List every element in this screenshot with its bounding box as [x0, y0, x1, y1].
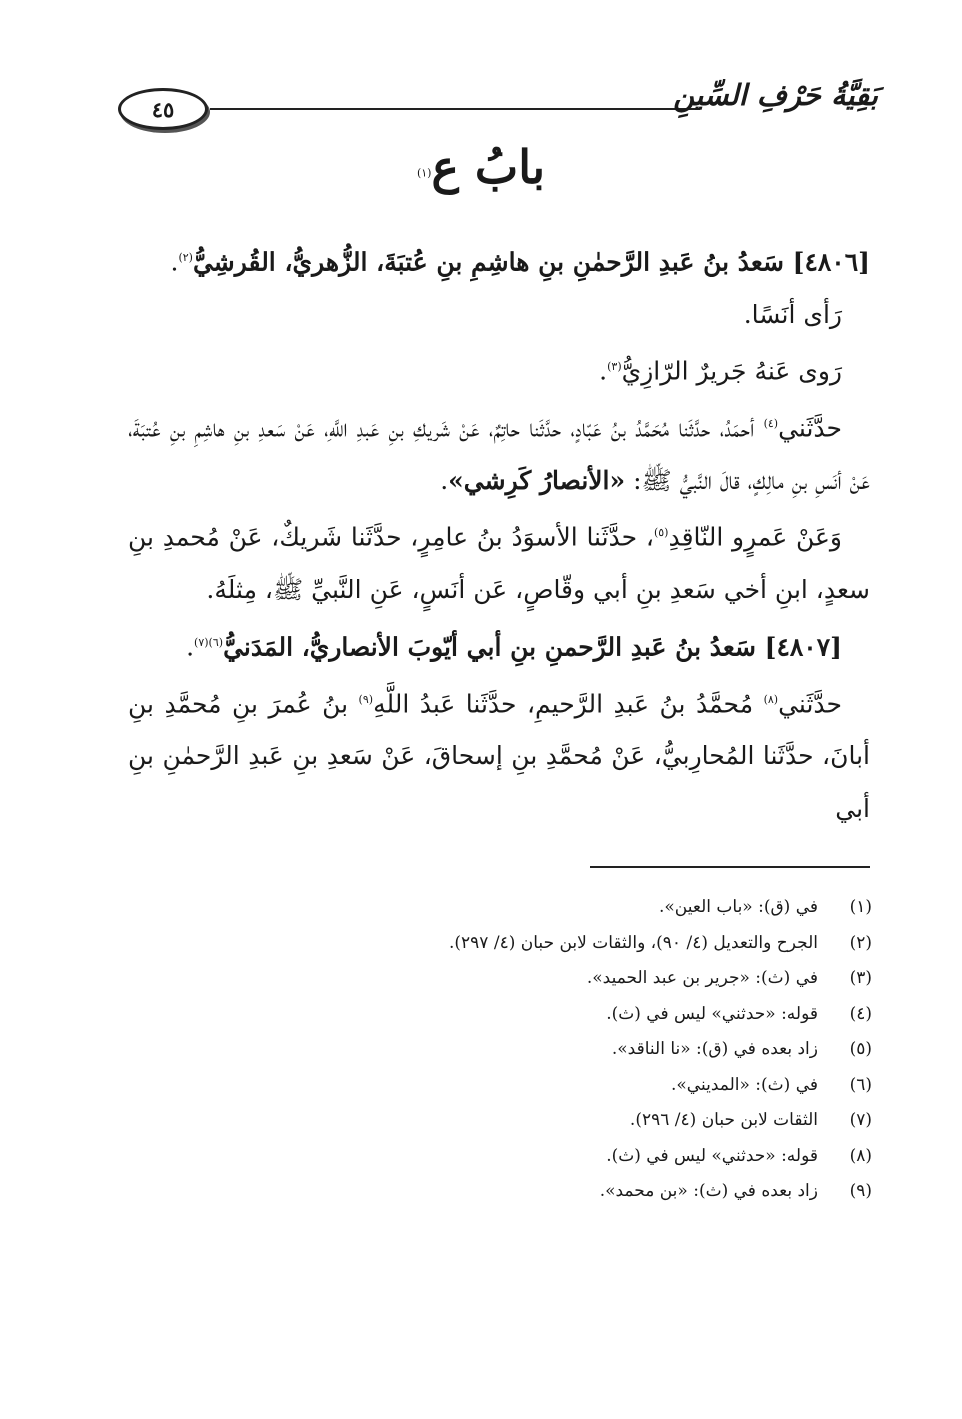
- paragraph-text: مُحمَّدُ بنُ عَبدِ الرَّحيمِ، حدَّثَنا عَبدُ اللَّهِ: [373, 688, 754, 718]
- entry-heading: [128, 232, 870, 289]
- footnote-item: [128, 1174, 872, 1210]
- footnote-number: (١): [849, 897, 872, 917]
- punctuation: .: [440, 465, 449, 495]
- footnote-item: [128, 1068, 872, 1104]
- punctuation: .: [599, 356, 608, 386]
- footnote-number: (٦): [849, 1074, 872, 1095]
- footnote-ref: (٩): [358, 692, 374, 706]
- footnote-number: (٣): [849, 968, 872, 988]
- hadith-quote: «الأنصارُ كَرِشي»: [448, 465, 626, 495]
- chapter-title: بابُ ع: [431, 140, 546, 194]
- footnote-text: زاد بعده في (ق): «نا الناقد».: [611, 1039, 818, 1059]
- entry-title: [٤٨٠٦] سَعدُ بنُ عَبدِ الرَّحمٰنِ بنِ هاشِمِ بنِ عُتبَةَ، الزُّهريُّ، القُرشِيُّ: [192, 247, 870, 277]
- footnote-text: في (ق): «باب العين».: [659, 897, 818, 917]
- hadith-paragraph: [128, 674, 870, 836]
- footnote-item: [128, 926, 872, 962]
- footnote-ref: (١): [416, 166, 432, 180]
- paragraph-text: ، حدَّثَنا الأسوَدُ بنُ عامِرٍ، حدَّثَنا شَريكٌ، عَنْ مُحمدِ بنِ سعدٍ، ابنِ أخي سَعدِ بنِ أبي وقّاصٍ، عَن أنَسٍ، عَنِ النَّبيِّ ﷺ، مِثلَهُ.: [128, 522, 870, 605]
- footnote-ref: (٢): [178, 251, 193, 264]
- footnote-item: [128, 1032, 872, 1068]
- footnote-text: في (ث): «المديني».: [671, 1074, 818, 1095]
- footnote-number: (٧): [849, 1110, 872, 1130]
- paragraph-text: رَأى أنَسًا.: [743, 299, 842, 329]
- footnote-number: (٢): [849, 932, 872, 953]
- paragraph: [128, 341, 870, 398]
- footnote-text: الثقات لابن حبان (٤/ ٢٩٦).: [629, 1110, 818, 1130]
- footnote-number: (٥): [849, 1039, 872, 1059]
- entry-heading: [128, 617, 870, 674]
- page-number-badge: [118, 88, 208, 130]
- paragraph-text: وَعَنْ عَمرٍو النّاقِدِ: [668, 522, 842, 552]
- footnote-text: قوله: «حدثني» ليس في (ث).: [606, 1003, 818, 1024]
- footnote-number: (٩): [849, 1181, 872, 1201]
- paragraph-text: بنُ عُمرَ بنِ مُحمَّدِ بنِ أبانَ، حدَّثَنا المُحارِبيُّ، عَنْ مُحمَّدِ بنِ إسحاقَ، عَنْ سَعدِ بنِ عَبدِ الرَّحمٰنِ بنِ أبي: [128, 688, 870, 823]
- chapter-heading: [0, 140, 962, 194]
- footnote-number: (٨): [849, 1145, 872, 1166]
- footnotes-list: [128, 890, 872, 1210]
- footnote-text: قوله: «حدثني» ليس في (ث).: [606, 1145, 818, 1166]
- hadith-paragraph: [128, 398, 870, 507]
- entry-title: [٤٨٠٧] سَعدُ بنُ عَبدِ الرَّحمنِ بنِ أبي أيّوبَ الأنصاريُّ، المَدَنيُّ: [223, 632, 842, 662]
- footnote-text: زاد بعده في (ث): «بن محمد».: [599, 1181, 818, 1201]
- footnote-ref: (٥): [653, 526, 669, 540]
- footnote-item: [128, 1103, 872, 1139]
- footnote-item: [128, 997, 872, 1033]
- punctuation: .: [170, 247, 179, 277]
- footnote-ref: (٤): [763, 417, 779, 431]
- footnote-divider: [590, 866, 870, 868]
- footnote-ref: (٦)(٧): [194, 635, 224, 649]
- running-head: بَقِيَّةُ حَرْفِ السِّينِ: [673, 78, 878, 112]
- main-text: [128, 232, 870, 835]
- paragraph-text: أحمَدُ، حدَّثَنا مُحَمَّدُ بنُ عَبّادٍ، حدَّثَنا حاتِمٌ، عَنْ شَريكِ بنِ عَبدِ اللَّهِ، عَنْ سَعدِ بنِ هاشِمِ بنِ عُتبَةَ، عَنْ أنَسِ بنِ مالِكٍ، قالَ النَّبيُّ ﷺ:: [128, 413, 870, 495]
- punctuation: .: [186, 632, 195, 662]
- footnote-item: [128, 890, 872, 926]
- paragraph-text: حدَّثَني: [778, 688, 842, 718]
- footnote-number: (٤): [849, 1003, 872, 1024]
- footnote-ref: (٨): [763, 692, 779, 706]
- paragraph-text: رَوى عَنهُ جَريرٌ الرّازِيُّ: [621, 356, 842, 386]
- footnote-item: [128, 961, 872, 997]
- page-number: ٤٥: [151, 96, 175, 122]
- footnote-item: [128, 1139, 872, 1175]
- footnote-ref: (٣): [607, 360, 622, 374]
- footnote-text: في (ث): «جرير بن عبد الحميد».: [586, 968, 818, 988]
- paragraph: [128, 289, 870, 342]
- paragraph-text: حدَّثَني: [778, 413, 842, 443]
- hadith-paragraph: [128, 507, 870, 616]
- header-divider: [210, 108, 700, 110]
- page-header: [118, 78, 878, 136]
- footnote-text: الجرح والتعديل (٤/ ٩٠)، والثقات لابن حبان (٤/ ٢٩٧).: [449, 932, 818, 953]
